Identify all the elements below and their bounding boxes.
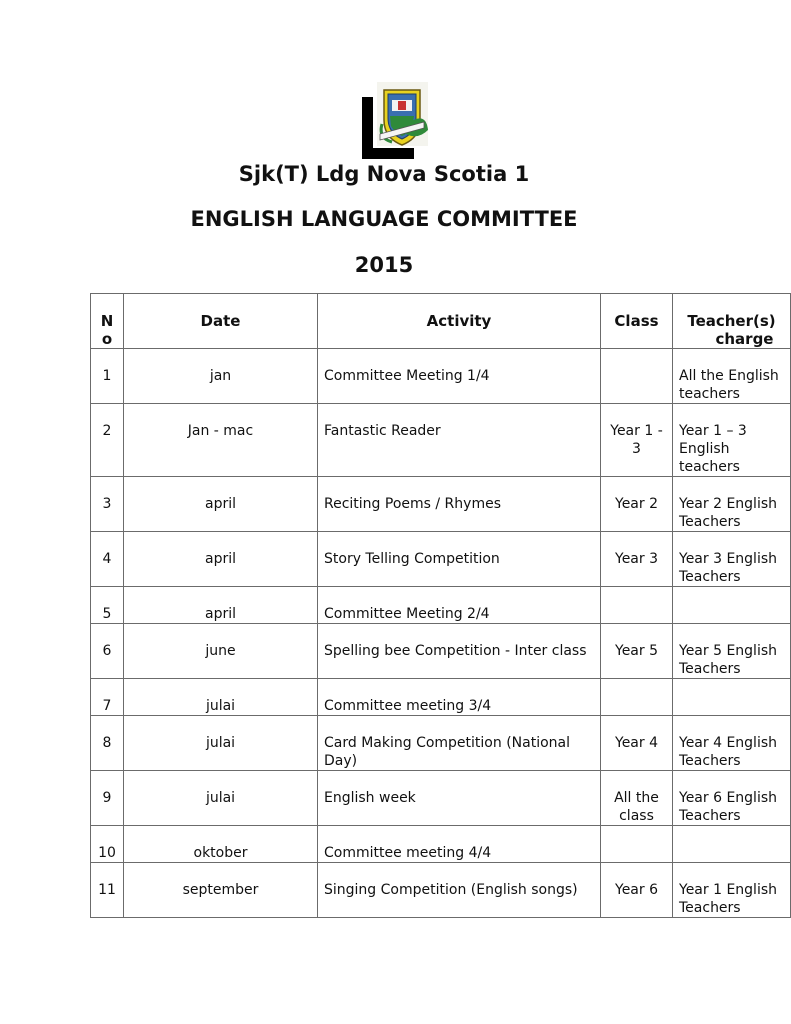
activity-table: [90, 293, 791, 918]
school-name-heading: Sjk(T) Ldg Nova Scotia 1: [238, 162, 530, 186]
row-date: june: [124, 624, 318, 679]
row-activity: Spelling bee Competition - Inter class: [318, 624, 601, 679]
row-no: 10: [91, 826, 124, 863]
row-class: [601, 679, 673, 716]
row-date: jan: [124, 349, 318, 404]
table-row: [91, 587, 791, 624]
column-header-activity: Activity: [318, 294, 601, 349]
row-activity: Fantastic Reader: [318, 404, 601, 477]
row-class: Year 4: [601, 716, 673, 771]
table-row: [91, 679, 791, 716]
row-no: 11: [91, 863, 124, 918]
table-row: [91, 404, 791, 477]
row-activity: Committee Meeting 2/4: [318, 587, 601, 624]
column-header-class: Class: [601, 294, 673, 349]
table-header-row: [91, 294, 791, 349]
row-teacher: All the English teachers: [673, 349, 791, 404]
row-date: september: [124, 863, 318, 918]
row-class: [601, 826, 673, 863]
table-row: [91, 532, 791, 587]
row-activity: Story Telling Competition: [318, 532, 601, 587]
row-teacher: Year 4 English Teachers: [673, 716, 791, 771]
row-class: All the class: [601, 771, 673, 826]
row-teacher: Year 6 English Teachers: [673, 771, 791, 826]
committee-heading: ENGLISH LANGUAGE COMMITTEE: [190, 207, 578, 231]
table-row: [91, 477, 791, 532]
row-activity: Committee meeting 3/4: [318, 679, 601, 716]
table-row: [91, 349, 791, 404]
row-class: [601, 587, 673, 624]
table-row: [91, 863, 791, 918]
row-no: 8: [91, 716, 124, 771]
row-date: april: [124, 532, 318, 587]
row-activity: Card Making Competition (National Day): [318, 716, 601, 771]
row-date: julai: [124, 771, 318, 826]
row-no: 6: [91, 624, 124, 679]
row-activity: English week: [318, 771, 601, 826]
row-teacher: Year 1 English Teachers: [673, 863, 791, 918]
row-activity: Singing Competition (English songs): [318, 863, 601, 918]
row-teacher: [673, 587, 791, 624]
row-class: [601, 349, 673, 404]
row-date: julai: [124, 679, 318, 716]
row-no: 4: [91, 532, 124, 587]
table-row: [91, 716, 791, 771]
row-no: 7: [91, 679, 124, 716]
row-activity: Committee meeting 4/4: [318, 826, 601, 863]
row-teacher: Year 2 English Teachers: [673, 477, 791, 532]
row-class: Year 3: [601, 532, 673, 587]
column-header-no-label: N o: [100, 312, 114, 348]
row-no: 2: [91, 404, 124, 477]
row-no: 9: [91, 771, 124, 826]
year-heading: 2015: [354, 253, 414, 277]
row-date: april: [124, 477, 318, 532]
row-date: Jan - mac: [124, 404, 318, 477]
table-row: [91, 624, 791, 679]
row-class: Year 1 - 3: [601, 404, 673, 477]
column-header-teacher: [673, 294, 791, 349]
row-date: julai: [124, 716, 318, 771]
row-date: oktober: [124, 826, 318, 863]
row-teacher: Year 1 – 3 English teachers: [673, 404, 791, 477]
row-no: 5: [91, 587, 124, 624]
column-header-teacher-label: Teacher(s) charge: [687, 312, 776, 348]
column-header-no: [91, 294, 124, 349]
row-date: april: [124, 587, 318, 624]
table-row: [91, 826, 791, 863]
row-class: Year 6: [601, 863, 673, 918]
school-crest-logo: [362, 82, 430, 162]
school-crest-icon: [362, 82, 430, 162]
column-header-date: Date: [124, 294, 318, 349]
row-teacher: [673, 826, 791, 863]
row-activity: Committee Meeting 1/4: [318, 349, 601, 404]
row-teacher: Year 5 English Teachers: [673, 624, 791, 679]
row-class: Year 2: [601, 477, 673, 532]
row-no: 3: [91, 477, 124, 532]
row-teacher: [673, 679, 791, 716]
row-no: 1: [91, 349, 124, 404]
table-row: [91, 771, 791, 826]
row-activity: Reciting Poems / Rhymes: [318, 477, 601, 532]
row-teacher: Year 3 English Teachers: [673, 532, 791, 587]
row-class: Year 5: [601, 624, 673, 679]
